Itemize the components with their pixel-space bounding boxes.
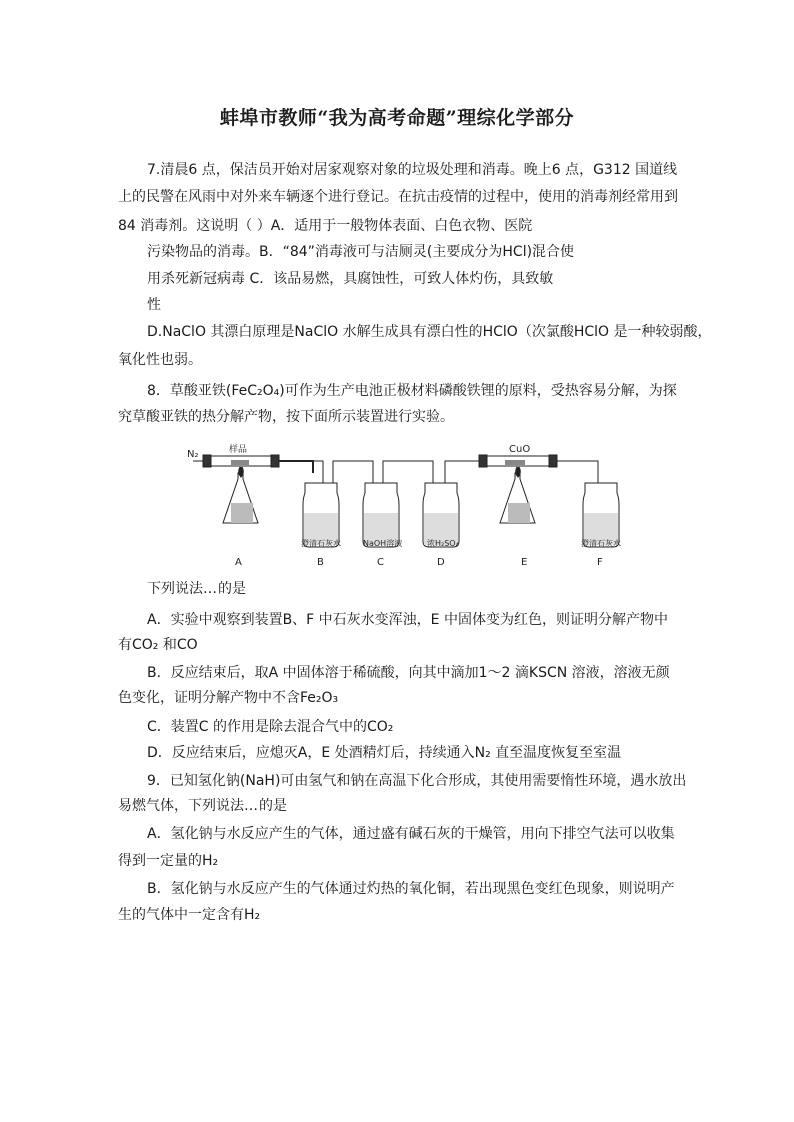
q8-line-1: 8．草酸亚铁(FeC₂O₄)可作为生产电池正极材料磷酸铁锂的原料，受热容易分解，为探 <box>147 383 677 399</box>
q9-stem-start: 易燃气体，下列说法 <box>118 798 244 814</box>
q7-line-3: 84 消毒剂。这说明（ ）A．适用于一般物体表面、白色衣物、医院 <box>118 218 533 234</box>
label-e: E <box>521 557 528 568</box>
page-title: 蚌埠市教师“我为高考命题”理综化学部分 <box>219 107 575 129</box>
sample-label: 样品 <box>229 445 248 455</box>
q8-option-a-2: 有CO₂ 和CO <box>118 637 198 653</box>
q8-option-a-1: A．实验中观察到装置B、F 中石灰水变浑浊，E 中固体变为红色，则证明分解产物中 <box>147 612 668 628</box>
label-f: F <box>597 557 603 568</box>
q8-stem-start: 下列说法 <box>147 581 203 597</box>
q8-stem-emphasis-dots: … <box>203 581 218 597</box>
bottle-f-label: 澄清石灰水 <box>581 539 621 548</box>
label-d: D <box>437 557 445 568</box>
q7-line-1: 7.清晨6 点，保洁员开始对居家观察对象的垃圾处理和消毒。晚上6 点，G312 国道线 <box>147 162 678 178</box>
q7-line-2: 上的民警在风雨中对外来车辆逐个进行登记。在抗击疫情的过程中，使用的消毒剂经常用到 <box>118 189 678 205</box>
bottle-c-label: NaOH溶液 <box>363 539 403 548</box>
q9-line-2 <box>118 796 287 816</box>
q8-option-c: C．装置C 的作用是除去混合气中的CO₂ <box>147 719 394 735</box>
q9-stem-end: 的是 <box>259 798 287 814</box>
q7-line-8: 氧化性也弱。 <box>118 352 202 368</box>
n2-label: N₂ <box>187 449 199 460</box>
q9-stem-emphasis-dots: … <box>244 798 259 814</box>
q7-line-7: D.NaClO 其漂白原理是NaClO 水解生成具有漂白性的HClO（次氯酸HClO 是一种较弱酸， <box>147 324 712 340</box>
label-a: A <box>235 557 242 568</box>
bottle-b-label: 澄清石灰水 <box>301 539 341 548</box>
label-b: B <box>317 557 324 568</box>
q9-option-a-2: 得到一定量的H₂ <box>118 853 219 869</box>
q9-option-a-1: A．氢化钠与水反应产生的气体，通过盛有碱石灰的干燥管，用向下排空气法可以收集 <box>147 826 675 842</box>
q9-option-b-1: B．氢化钠与水反应产生的气体通过灼热的氧化铜，若出现黑色变红色现象，则说明产 <box>147 881 675 897</box>
q7-line-6: 性 <box>147 297 161 313</box>
q8-option-d: D．反应结束后，应熄灭A，E 处酒精灯后，持续通入N₂ 直至温度恢复至室温 <box>147 745 622 761</box>
bottle-d-label: 浓H₂SO₄ <box>427 539 459 548</box>
q7-line-5: 用杀死新冠病毒 C．该品易燃，具腐蚀性，可致人体灼伤，具致敏 <box>147 271 554 287</box>
cuo-label: CuO <box>509 444 531 455</box>
q8-stem-end: 的是 <box>218 581 246 597</box>
q8-line-2: 究草酸亚铁的热分解产物，按下面所示装置进行实验。 <box>118 409 454 425</box>
q8-option-b-2: 色变化，证明分解产物中不含Fe₂O₃ <box>118 690 339 706</box>
apparatus-diagram <box>183 443 633 573</box>
q8-stem <box>147 579 246 599</box>
q7-line-4: 污染物品的消毒。B．“84”消毒液可与洁厕灵(主要成分为HCl)混合使 <box>147 244 575 260</box>
q9-option-b-2: 生的气体中一定含有H₂ <box>118 907 261 923</box>
q9-line-1: 9．已知氢化钠(NaH)可由氢气和钠在高温下化合形成，其使用需要惰性环境，遇水放出 <box>147 773 687 789</box>
q8-option-b-1: B．反应结束后，取A 中固体溶于稀硫酸，向其中滴加1～2 滴KSCN 溶液，溶液无颜 <box>147 665 670 681</box>
label-c: C <box>377 557 384 568</box>
